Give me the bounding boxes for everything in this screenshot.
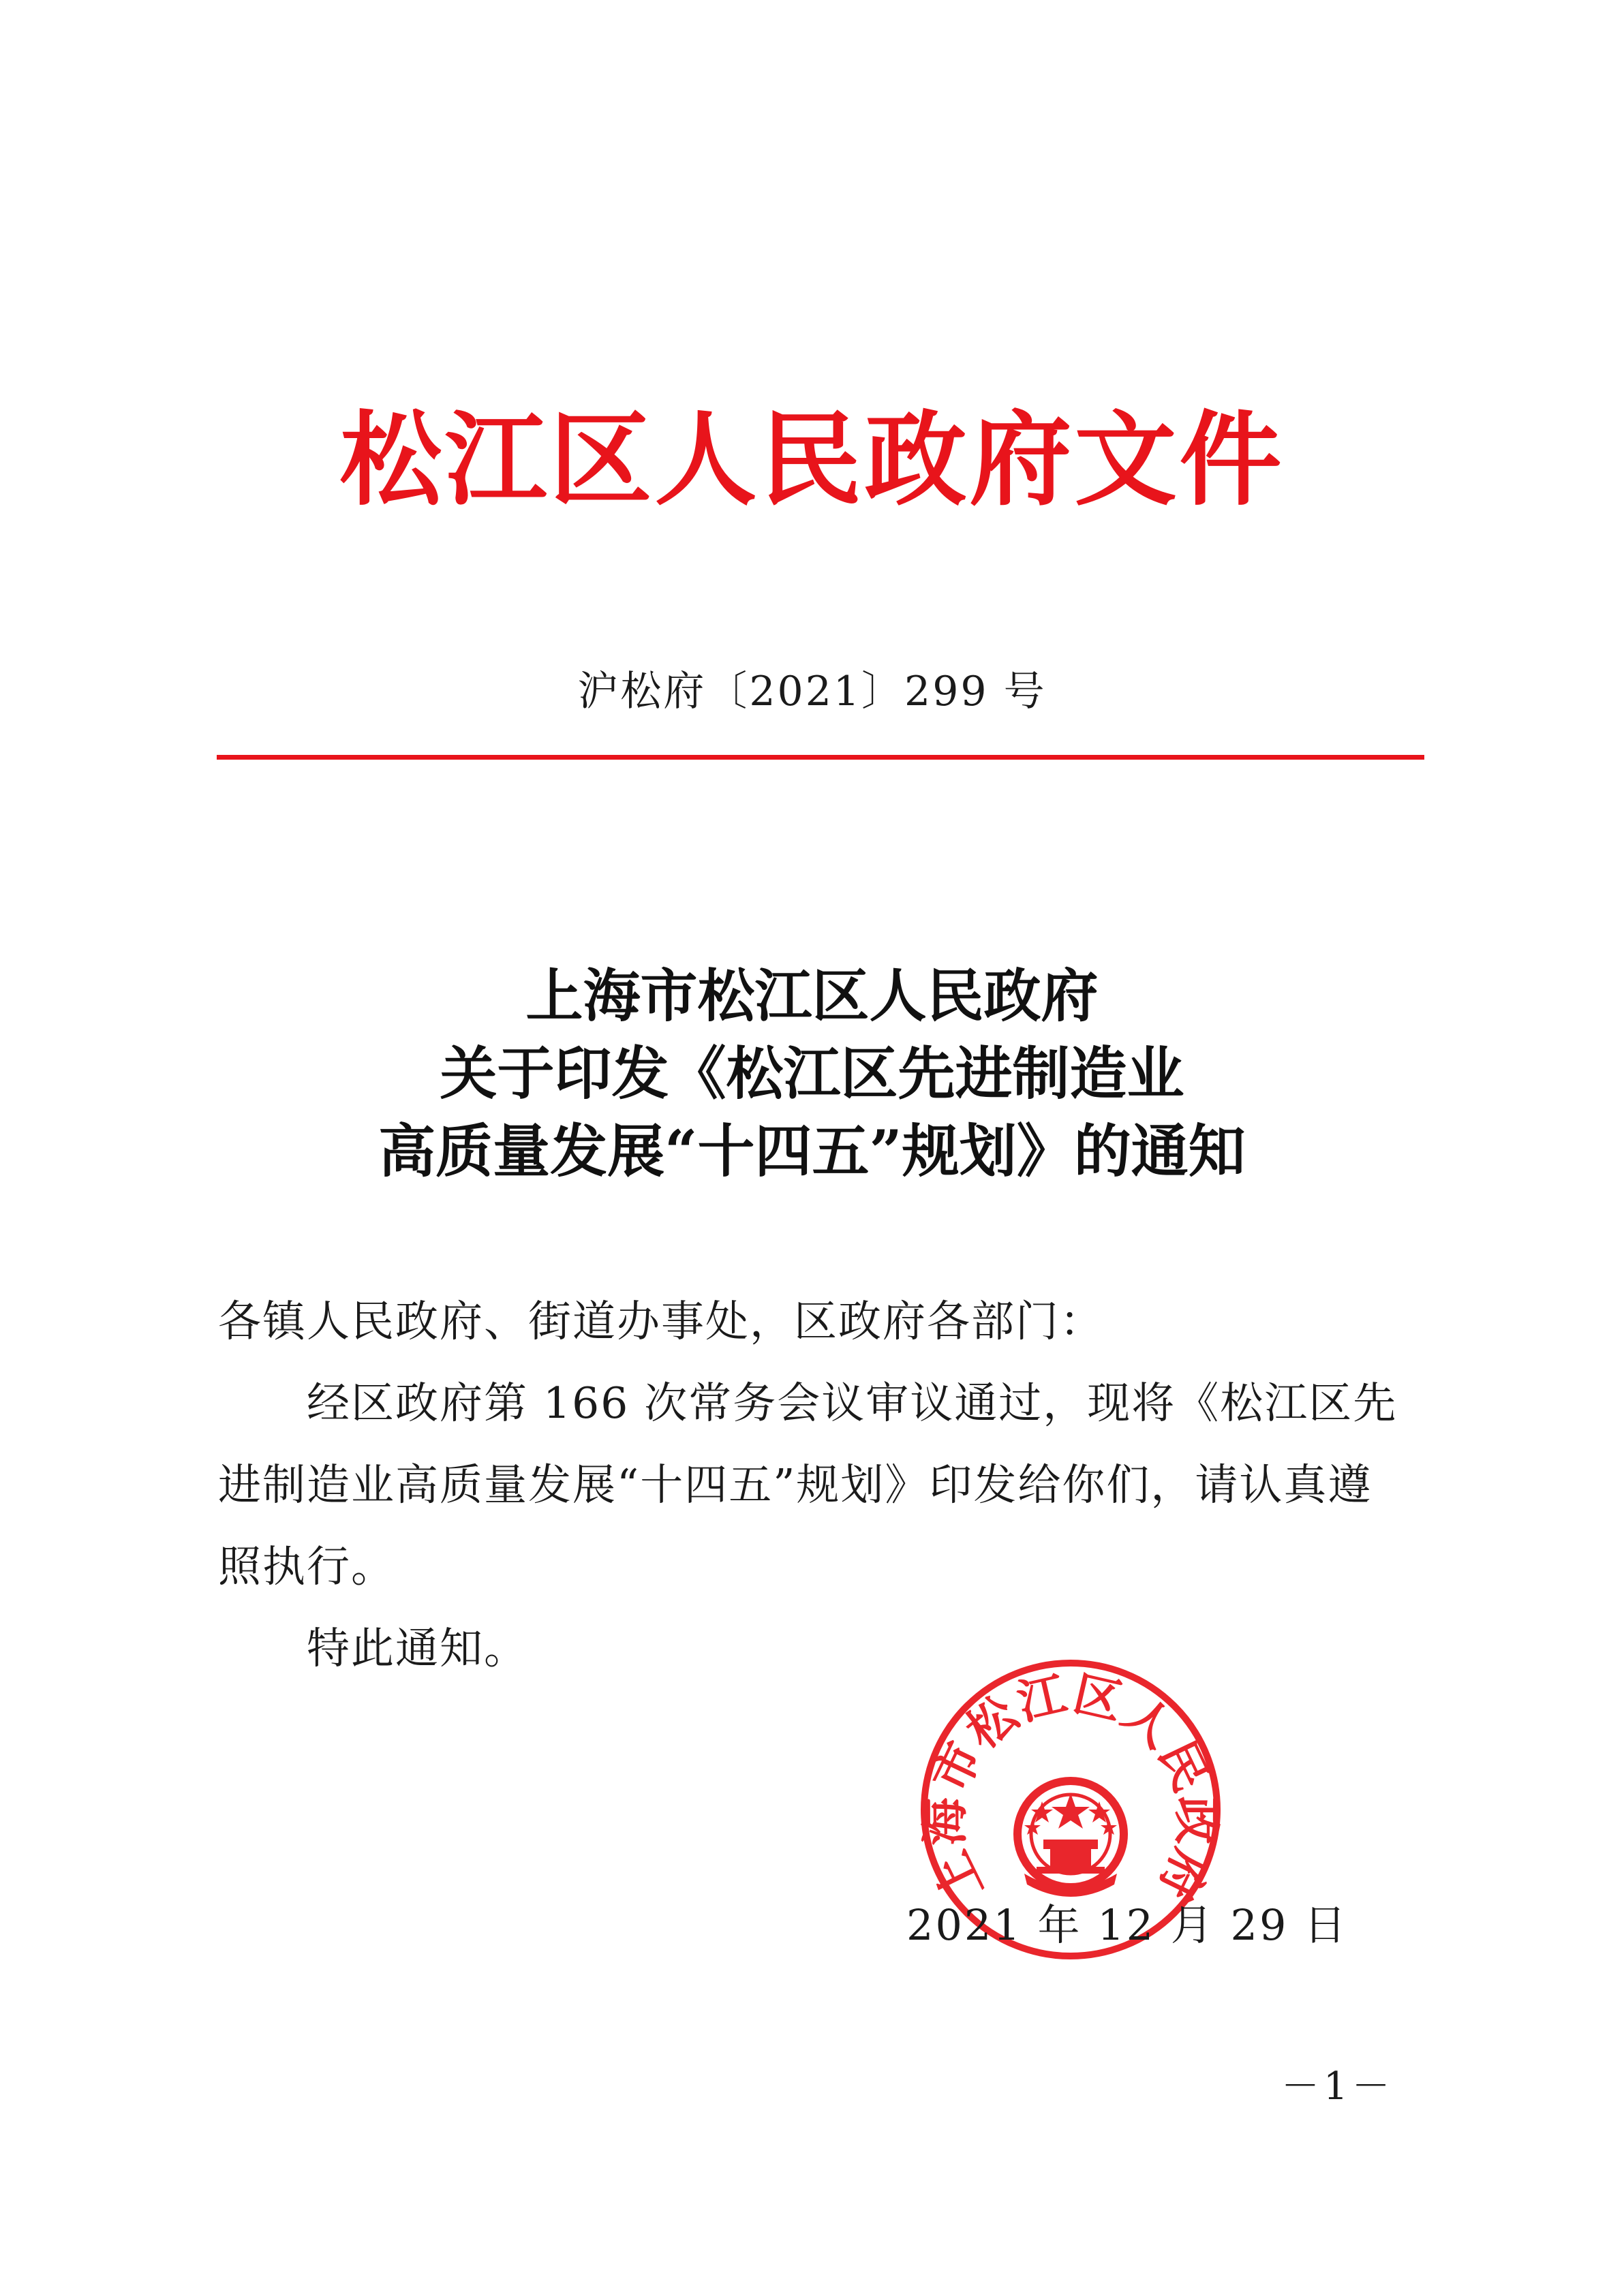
- svg-text:上海市松江区人民政府: 上海市松江区人民政府: [917, 1664, 1225, 1910]
- document-number: 沪松府〔2021〕299 号: [577, 668, 1047, 715]
- masthead-title: 松江区人民政府文件: [339, 400, 1285, 520]
- page-number: －1－: [1281, 2064, 1394, 2109]
- national-emblem-icon: [1017, 1781, 1124, 1897]
- body-paragraph: 经区政府第 166 次常务会议审议通过，现将《松江区先进制造业高质量发展“十四五”规划》印发给你们，请认真遵照执行。: [218, 1378, 1398, 1592]
- red-divider-rule: [217, 755, 1424, 760]
- issue-date: 2021 年 12 月 29 日: [906, 1900, 1349, 1950]
- document-title: [0, 957, 1624, 1190]
- title-line-3: 高质量发展“十四五”规划》的通知: [378, 1117, 1246, 1185]
- title-line-1: 上海市松江区人民政府: [525, 962, 1099, 1029]
- closing-phrase: 特此通知。: [307, 1624, 528, 1673]
- title-line-2: 关于印发《松江区先进制造业: [440, 1040, 1184, 1107]
- salutation: 各镇人民政府、街道办事处，区政府各部门：: [218, 1297, 1104, 1346]
- document-body: [218, 1281, 1407, 1690]
